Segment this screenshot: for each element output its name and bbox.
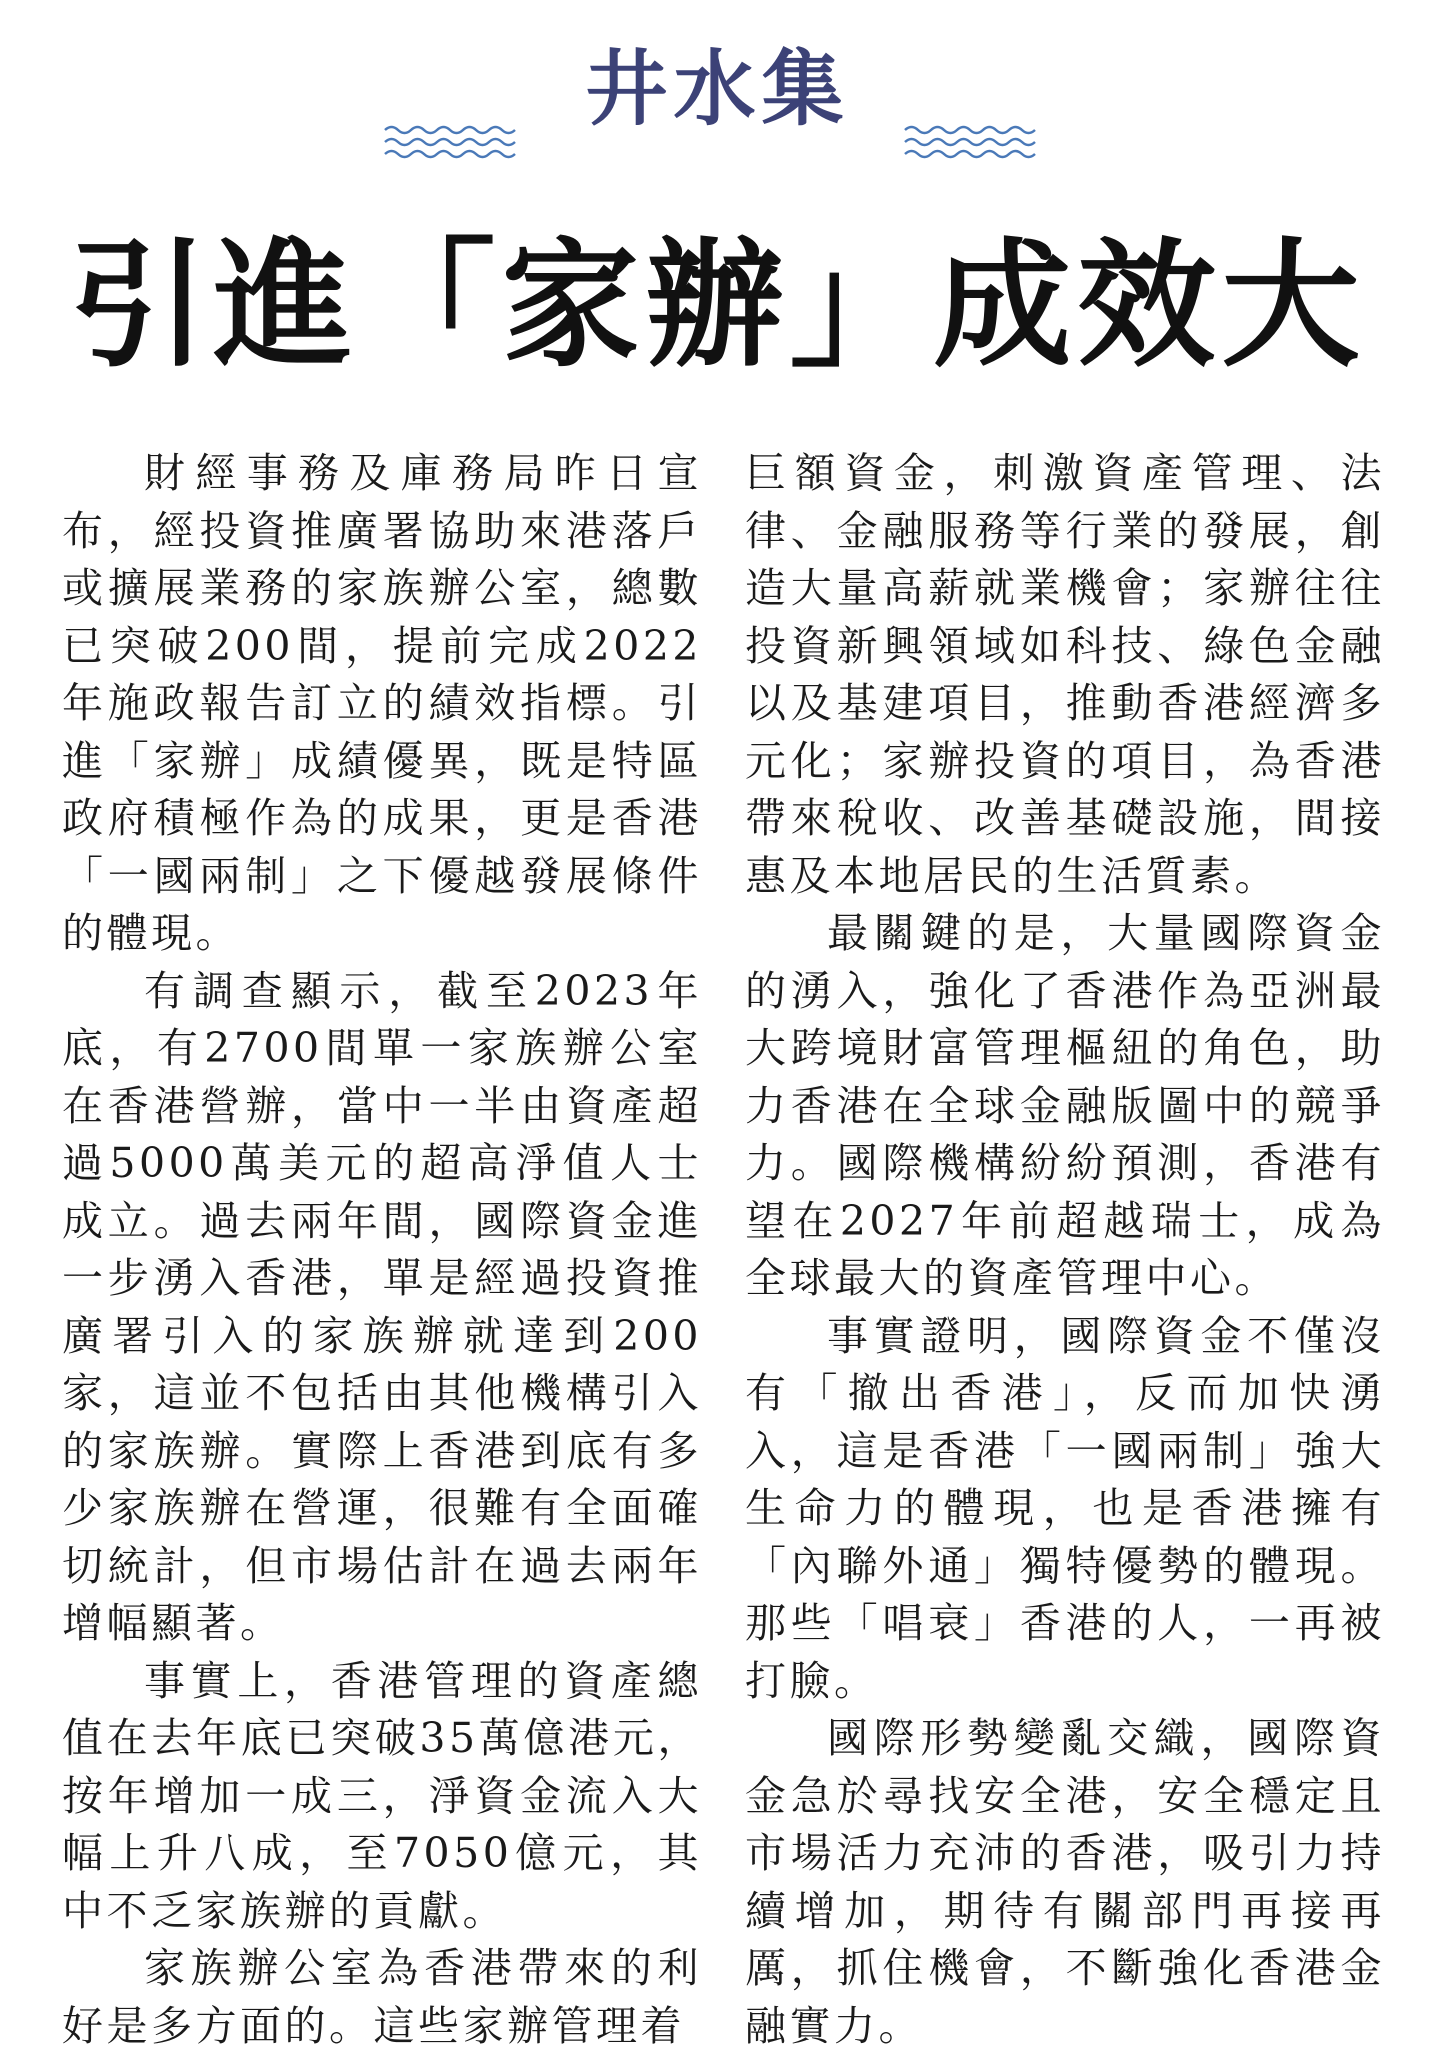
wave-lines-icon — [385, 122, 515, 162]
masthead — [0, 40, 1435, 140]
paragraph: 事實上，香港管理的資產總值在去年底已突破35萬億港元，按年增加一成三，淨資金流入大幅上升八成，至7050億元，其中不乏家族辦的貢獻。 — [62, 1656, 702, 1935]
paragraph: 事實證明，國際資金不僅沒有「撤出香港」，反而加快湧入，這是香港「一國兩制」強大生命力的體現，也是香港擁有「內聯外通」獨特優勢的體現。那些「唱衰」香港的人，一再被打臉。 — [745, 1311, 1385, 1705]
wave-lines-icon — [905, 122, 1035, 162]
column-name: 井水集 — [585, 42, 850, 137]
paragraph: 有調查顯示，截至2023年底，有2700間單一家族辦公室在香港營辦，當中一半由資產超過5000萬美元的超高淨值人士成立。過去兩年間，國際資金進一步湧入香港，單是經過投資推廣署引入的家族辦就達到200家，這並不包括由其他機構引入的家族辦。實際上香港到底有多少家族辦在營運，很難有全面確切統計，但市場估計在過去兩年增幅顯著。 — [62, 966, 702, 1647]
paragraph: 巨額資金，刺激資產管理、法律、金融服務等行業的發展，創造大量高薪就業機會；家辦往往投資新興領域如科技、綠色金融以及基建項目，推動香港經濟多元化；家辦投資的項目，為香港帶來稅收、改善基礎設施，間接惠及本地居民的生活質素。 — [745, 449, 1385, 900]
paragraph: 家族辦公室為香港帶來的利好是多方面的。這些家辦管理着 — [62, 1944, 702, 2050]
paragraph: 最關鍵的是，大量國際資金的湧入，強化了香港作為亞洲最大跨境財富管理樞紐的角色，助力香港在全球金融版圖中的競爭力。國際機構紛紛預測，香港有望在2027年前超越瑞士，成為全球最大的資產管理中心。 — [745, 909, 1385, 1302]
headline: 引進「家辦」成效大 — [69, 223, 1366, 386]
paragraph: 國際形勢變亂交織，國際資金急於尋找安全港，安全穩定且市場活力充沛的香港，吸引力持續增加，期待有關部門再接再厲，抓住機會，不斷強化香港金融實力。 — [745, 1714, 1385, 2050]
paragraph: 財經事務及庫務局昨日宣布，經投資推廣署協助來港落戶或擴展業務的家族辦公室，總數已突破200間，提前完成2022年施政報告訂立的績效指標。引進「家辦」成績優異，既是特區政府積極作為的成果，更是香港「一國兩制」之下優越發展條件的體現。 — [62, 449, 702, 957]
article-column-right — [745, 445, 1385, 2050]
article-column-left — [62, 445, 702, 2050]
